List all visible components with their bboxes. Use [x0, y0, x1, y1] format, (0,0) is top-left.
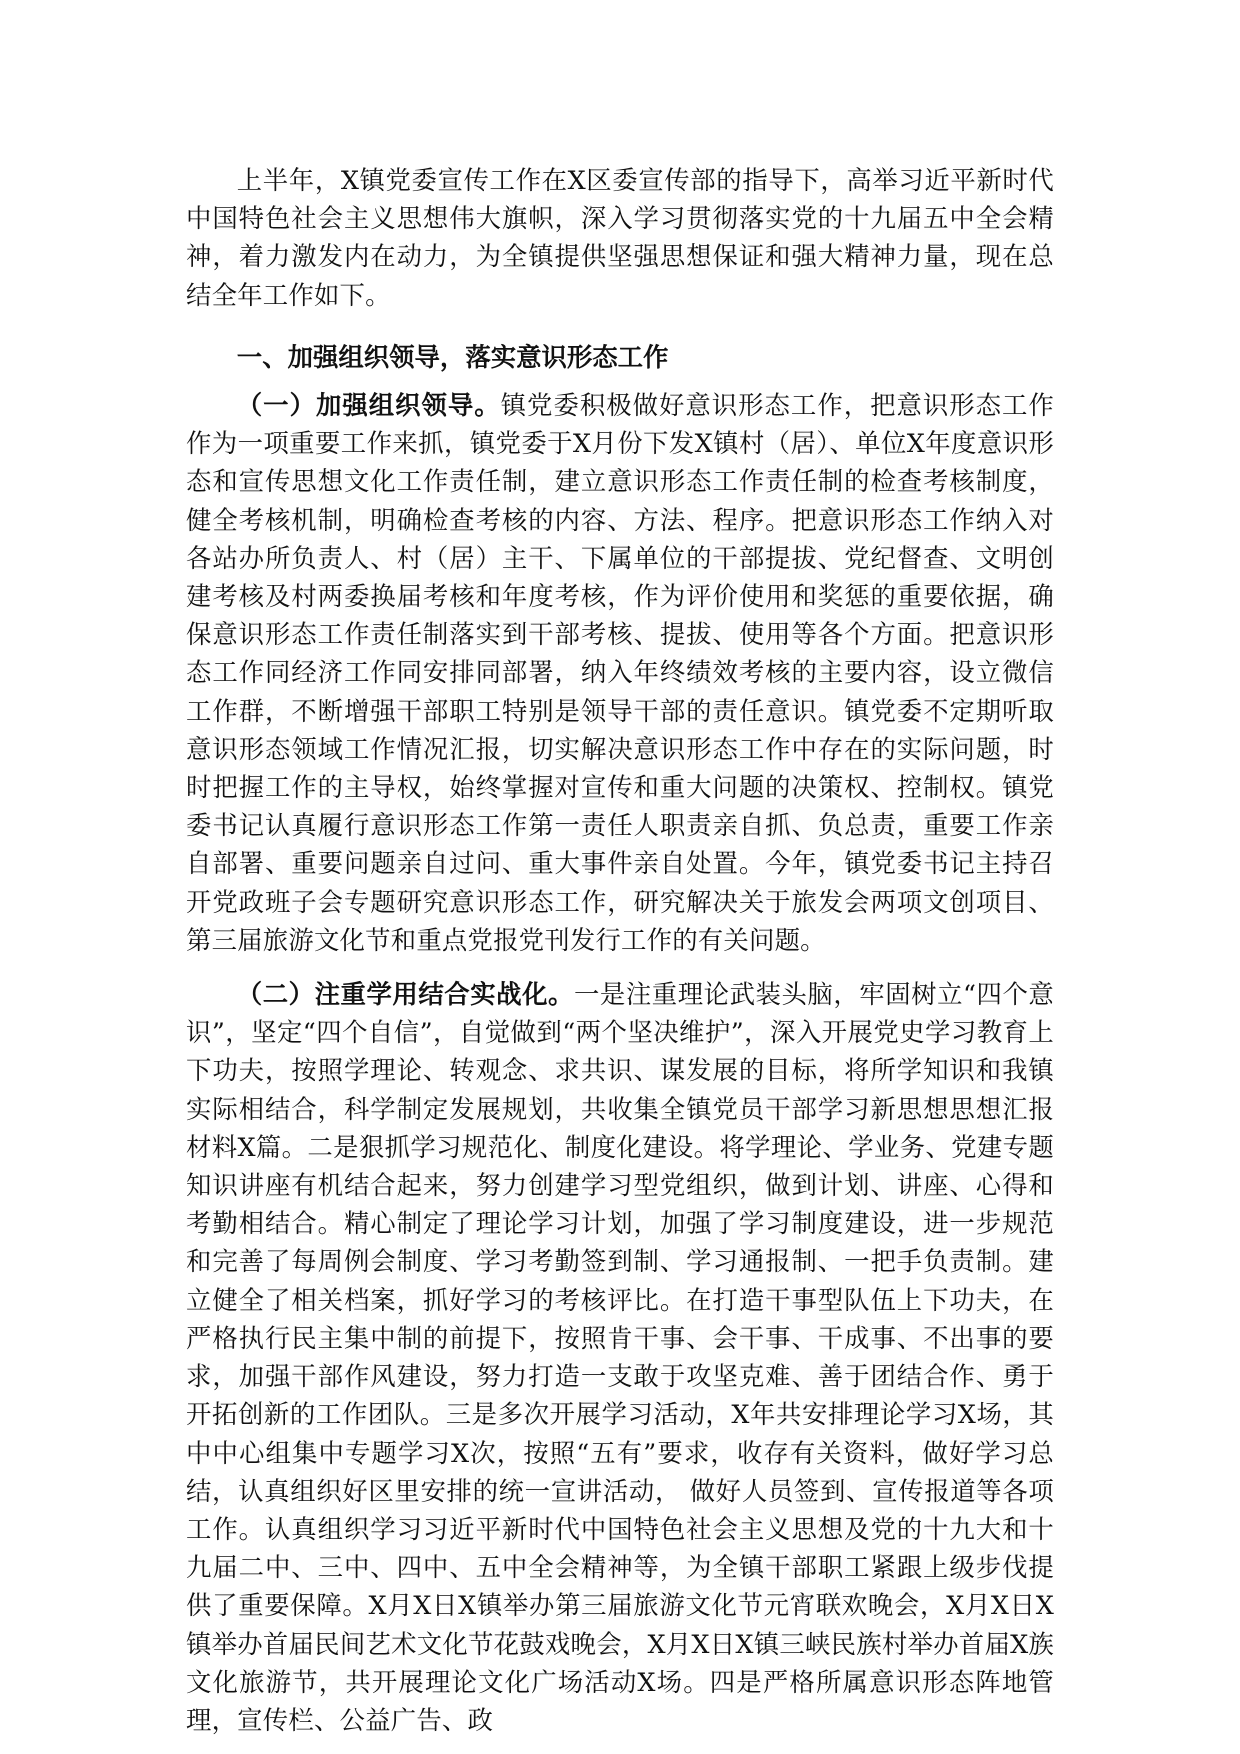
document-page — [186, 161, 1054, 1739]
paragraph-lead-title: （一）加强组织领导。 — [236, 390, 501, 421]
paragraph-lead-title: （二）注重学用结合实战化。 — [236, 979, 574, 1010]
paragraph-body: 一是注重理论武装头脑，牢固树立“四个意识”，坚定“四个自信”，自觉做到“两个坚决维护”，深入开展党史学习教育上下功夫，按照学理论、转观念、求共识、谋发展的目标，将所学知识和我镇实际相结合，科学制定发展规划，共收集全镇党员干部学习新思想思想汇报材料X篇。二是狠抓学习规范化、制度化建设。将学理论、学业务、党建专题知识讲座有机结合起来，努力创建学习型党组织，做到计划、讲座、心得和考勤相结合。精心制定了理论学习计划，加强了学习制度建设，进一步规范和完善了每周例会制度、学习考勤签到制、学习通报制、一把手负责制。建立健全了相关档案，抓好学习的考核评比。在打造干事型队伍上下功夫，在严格执行民主集中制的前提下，按照肯干事、会干事、干成事、不出事的要求，加强干部作风建设，努力打造一支敢于攻坚克难、善于团结合作、勇于开拓创新的工作团队。三是多次开展学习活动，X年共安排理论学习X场，其中中心组集中专题学习X次，按照“五有”要求，收存有关资料，做好学习总结，认真组织好区里安排的统一宣讲活动， 做好人员签到、宣传报道等各项工作。认真组织学习习近平新时代中国特色社会主义思想及党的十九大和十九届二中、三中、四中、五中全会精神等，为全镇干部职工紧跟上级步伐提供了重要保障。X月X日X镇举办第三届旅游文化节元宵联欢晚会，X月X日X镇举办首届民间艺术文化节花鼓戏晚会，X月X日X镇三峡民族村举办首届X族文化旅游节，共开展理论文化广场活动X场。四是严格所属意识形态阵地管理，宣传栏、公益广告、政 — [186, 979, 1054, 1735]
paragraph-organization-leadership — [186, 386, 1054, 959]
paragraph-body: 镇党委积极做好意识形态工作，把意识形态工作作为一项重要工作来抓，镇党委于X月份下发X镇村（居）、单位X年度意识形态和宣传思想文化工作责任制，建立意识形态工作责任制的检查考核制度，健全考核机制，明确检查考核的内容、方法、程序。把意识形态工作纳入对各站办所负责人、村（居）主干、下属单位的干部提拔、党纪督查、文明创建考核及村两委换届考核和年度考核，作为评价使用和奖惩的重要依据，确保意识形态工作责任制落实到干部考核、提拔、使用等各个方面。把意识形态工作同经济工作同安排同部署，纳入年终绩效考核的主要内容，设立微信工作群，不断增强干部职工特别是领导干部的责任意识。镇党委不定期听取意识形态领域工作情况汇报，切实解决意识形态工作中存在的实际问题，时时把握工作的主导权，始终掌握对宣传和重大问题的决策权、控制权。镇党委书记认真履行意识形态工作第一责任人职责亲自抓、负总责，重要工作亲自部署、重要问题亲自过问、重大事件亲自处置。今年，镇党委书记主持召开党政班子会专题研究意识形态工作，研究解决关于旅发会两项文创项目、第三届旅游文化节和重点党报党刊发行工作的有关问题。 — [186, 390, 1055, 955]
intro-paragraph: 上半年，X镇党委宣传工作在X区委宣传部的指导下，高举习近平新时代中国特色社会主义思想伟大旗帜，深入学习贯彻落实党的十九届五中全会精神，着力激发内在动力，为全镇提供坚强思想保证和强大精神力量，现在总结全年工作如下。 — [186, 165, 1054, 310]
paragraph-study-practice — [186, 975, 1054, 1739]
section-heading: 一、加强组织领导，落实意识形态工作 — [236, 341, 669, 372]
